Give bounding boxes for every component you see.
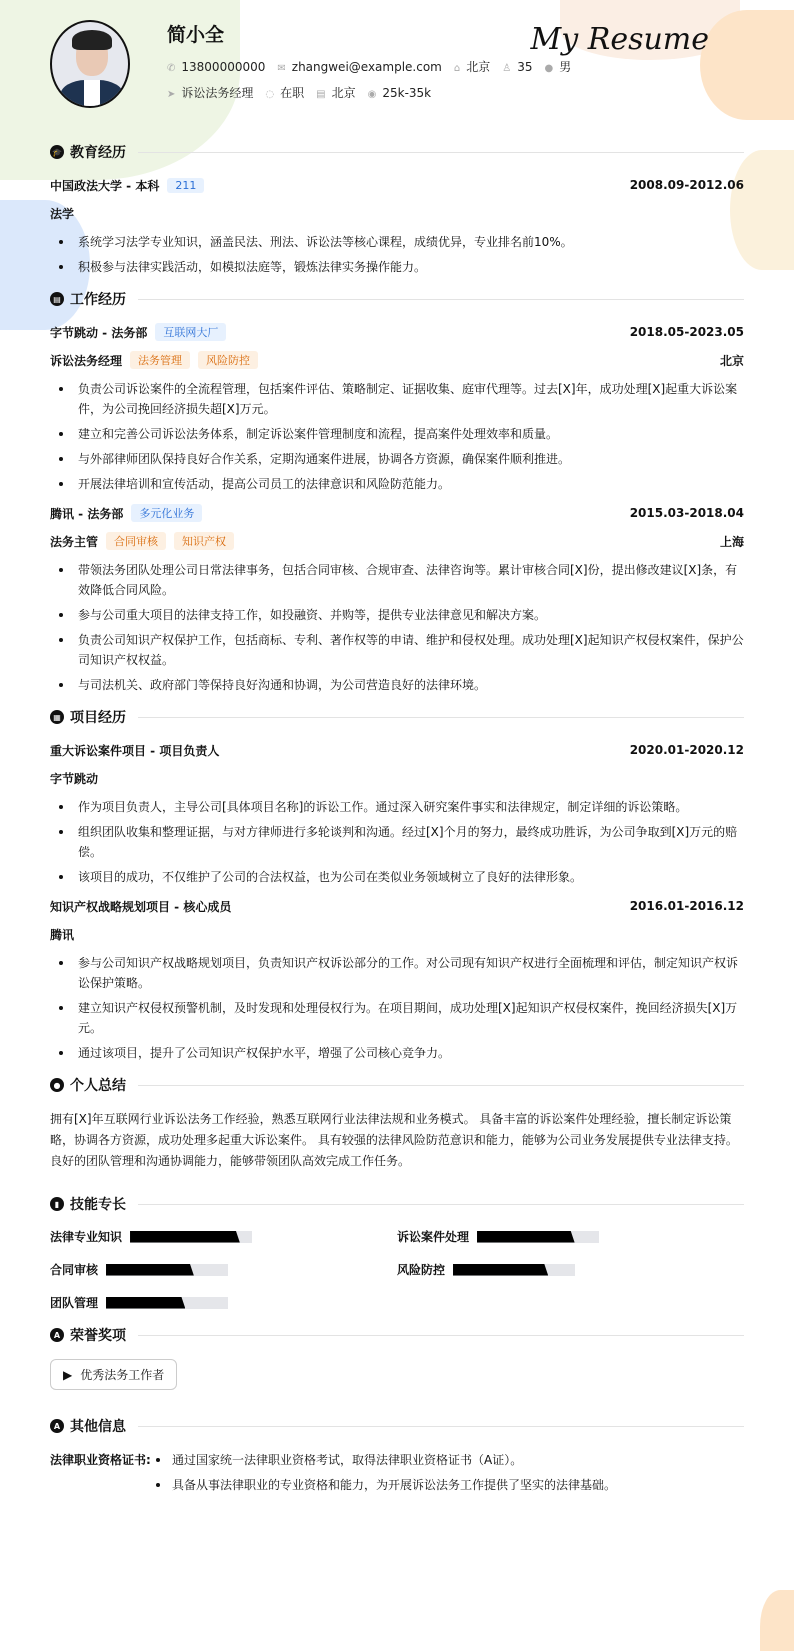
user-icon: ●	[50, 1078, 64, 1092]
date: 2016.01-2016.12	[629, 899, 744, 913]
company: 腾讯 - 法务部	[50, 506, 124, 521]
status-icon: ◌	[265, 89, 275, 100]
graduation-icon: 🎓	[50, 145, 64, 159]
project-item	[50, 897, 744, 1063]
location: 北京	[466, 60, 491, 74]
skill-bar	[477, 1231, 599, 1243]
role: 诉讼法务经理	[50, 353, 123, 368]
skill-item	[50, 1294, 397, 1311]
decor-blob	[760, 1590, 794, 1651]
summary-text: 拥有[X]年互联网行业诉讼法务工作经验，熟悉互联网行业法律法规和业务模式。 具备丰富的诉讼案件处理经验，擅长制定诉讼策略，协调各方资源，成功处理多起重大诉讼案件。 具有较强的法律风险防范意识和能力，能够为公司业务发展提供专业法律支持。 良好的团队管理和沟通协调能力，能够带领团队高效完成工作任务。	[50, 1112, 738, 1168]
tag: 211	[167, 178, 204, 193]
date: 2018.05-2023.05	[629, 325, 744, 339]
section-title: 个人总结	[70, 1078, 126, 1094]
salary-icon: ◉	[367, 88, 377, 100]
tag: 知识产权	[174, 532, 234, 550]
list-item: 与外部律师团队保持良好合作关系，定期沟通案件进展，协调各方资源，确保案件顺利推进。	[50, 449, 744, 469]
list-item: 负责公司诉讼案件的全流程管理，包括案件评估、策略制定、证据收集、庭审代理等。过去[X]年，成功处理[X]起重大诉讼案件，为公司挽回经济损失超[X]万元。	[50, 379, 744, 419]
home-icon: ⌂	[453, 63, 461, 74]
major: 法学	[50, 206, 75, 221]
date: 2015.03-2018.04	[629, 506, 744, 520]
list-item: 负责公司知识产权保护工作，包括商标、专利、著作权等的申请、维护和侵权处理。成功处理[X]起知识产权侵权案件，保护公司知识产权权益。	[50, 630, 744, 670]
age-icon: ♙	[502, 62, 512, 74]
candidate-name: 简小全	[167, 24, 225, 46]
job-info	[167, 84, 431, 101]
resume-header	[0, 0, 794, 130]
award-icon: A	[50, 1328, 64, 1342]
tag: 合同审核	[106, 532, 166, 550]
project-item	[50, 741, 744, 887]
award-item	[50, 1359, 177, 1390]
skill-name: 合同审核	[50, 1263, 99, 1277]
building-icon: ▤	[316, 89, 326, 100]
list-item: 参与公司知识产权战略规划项目，负责知识产权诉讼部分的工作。对公司现有知识产权进行全面梳理和评估，制定知识产权诉讼保护策略。	[50, 953, 744, 993]
projects-section	[50, 707, 744, 1063]
role: 法务主管	[50, 534, 99, 549]
other-section	[50, 1416, 744, 1510]
skill-bar	[453, 1264, 575, 1276]
contact-info	[167, 58, 571, 75]
info-icon: A	[50, 1419, 64, 1433]
section-title: 技能专长	[70, 1197, 126, 1213]
tag: 互联网大厂	[155, 323, 226, 341]
project-name: 知识产权战略规划项目 - 核心成员	[50, 899, 232, 914]
send-icon: ➤	[167, 89, 176, 100]
list-item: 与司法机关、政府部门等保持良好沟通和协调，为公司营造良好的法律环境。	[50, 675, 744, 695]
job-status: 在职	[280, 86, 305, 100]
my-resume-logo: My Resume	[530, 22, 709, 57]
phone: 13800000000	[181, 59, 266, 74]
section-title: 工作经历	[70, 292, 126, 308]
skill-bar-fill	[106, 1297, 185, 1309]
list-item: 作为项目负责人，主导公司[具体项目名称]的诉讼工作。通过深入研究案件事实和法律规定，制定详细的诉讼策略。	[50, 797, 744, 817]
grid-icon: ▦	[50, 710, 64, 724]
avatar	[50, 20, 130, 108]
skill-item	[397, 1228, 744, 1245]
tag: 风险防控	[198, 351, 258, 369]
skill-name: 法律专业知识	[50, 1230, 123, 1244]
list-item: 通过国家统一法律职业资格考试，取得法律职业资格证书（A证）。	[152, 1450, 744, 1470]
skill-bar-fill	[453, 1264, 548, 1276]
tag: 多元化业务	[131, 504, 202, 522]
skill-bar-fill	[477, 1231, 575, 1243]
project-name: 重大诉讼案件项目 - 项目负责人	[50, 743, 220, 758]
work-item	[50, 504, 744, 695]
list-item: 通过该项目，提升了公司知识产权保护水平，增强了公司核心竞争力。	[50, 1043, 744, 1063]
section-title: 教育经历	[70, 145, 126, 161]
skill-item	[397, 1261, 744, 1278]
project-org: 字节跳动	[50, 771, 99, 786]
education-section	[50, 142, 744, 277]
email: zhangwei@example.com	[291, 59, 442, 74]
skill-item	[50, 1228, 397, 1245]
summary-section	[50, 1075, 744, 1172]
section-title: 其他信息	[70, 1419, 126, 1435]
work-section	[50, 289, 744, 695]
list-item: 系统学习法学专业知识，涵盖民法、刑法、诉讼法等核心课程，成绩优异，专业排名前10%。	[50, 232, 744, 252]
play-icon: ▶	[63, 1367, 73, 1382]
mail-icon: ✉	[277, 62, 286, 74]
skill-bar	[106, 1297, 228, 1309]
date: 2020.01-2020.12	[629, 743, 744, 757]
skill-bar	[130, 1231, 252, 1243]
gender-icon: ●	[544, 63, 554, 74]
other-label: 法律职业资格证书:	[50, 1453, 151, 1467]
skill-bar	[106, 1264, 228, 1276]
chart-icon: ▮	[50, 1197, 64, 1211]
briefcase-icon: ▤	[50, 292, 64, 306]
award-name: 优秀法务工作者	[80, 1368, 165, 1382]
list-item: 开展法律培训和宣传活动，提高公司员工的法律意识和风险防范能力。	[50, 474, 744, 494]
section-title: 荣誉奖项	[70, 1328, 126, 1344]
list-item: 带领法务团队处理公司日常法律事务，包括合同审核、合规审查、法律咨询等。累计审核合同[X]份，提出修改建议[X]条，有效降低合同风险。	[50, 560, 744, 600]
target-job: 诉讼法务经理	[181, 86, 254, 100]
skill-name: 诉讼案件处理	[397, 1230, 470, 1244]
work-item	[50, 323, 744, 494]
city: 北京	[719, 353, 744, 368]
tag: 法务管理	[130, 351, 190, 369]
awards-section	[50, 1325, 744, 1404]
list-item: 积极参与法律实践活动，如模拟法庭等，锻炼法律实务操作能力。	[50, 257, 744, 277]
skill-name: 风险防控	[397, 1263, 446, 1277]
skill-name: 团队管理	[50, 1296, 99, 1310]
list-item: 参与公司重大项目的法律支持工作，如投融资、并购等，提供专业法律意见和解决方案。	[50, 605, 744, 625]
skill-item	[50, 1261, 397, 1278]
skills-section	[50, 1194, 744, 1311]
target-city: 北京	[331, 86, 356, 100]
date: 2008.09-2012.06	[629, 178, 744, 192]
city: 上海	[719, 534, 744, 549]
project-org: 腾讯	[50, 927, 75, 942]
list-item: 具备从事法律职业的专业资格和能力，为开展诉讼法务工作提供了坚实的法律基础。	[152, 1475, 744, 1495]
school: 中国政法大学 - 本科	[50, 178, 160, 193]
list-item: 建立和完善公司诉讼法务体系，制定诉讼案件管理制度和流程，提高案件处理效率和质量。	[50, 424, 744, 444]
skill-bar-fill	[130, 1231, 240, 1243]
salary: 25k-35k	[382, 85, 432, 100]
list-item: 该项目的成功，不仅维护了公司的合法权益，也为公司在类似业务领域树立了良好的法律形象。	[50, 867, 744, 887]
section-title: 项目经历	[70, 710, 126, 726]
age: 35	[517, 59, 533, 74]
company: 字节跳动 - 法务部	[50, 325, 148, 340]
gender: 男	[559, 60, 572, 74]
phone-icon: ✆	[167, 62, 176, 74]
list-item: 建立知识产权侵权预警机制，及时发现和处理侵权行为。在项目期间，成功处理[X]起知识产权侵权案件，挽回经济损失[X]万元。	[50, 998, 744, 1038]
list-item: 组织团队收集和整理证据，与对方律师进行多轮谈判和沟通。经过[X]个月的努力，最终成功胜诉，为公司争取到[X]万元的赔偿。	[50, 822, 744, 862]
skill-bar-fill	[106, 1264, 194, 1276]
